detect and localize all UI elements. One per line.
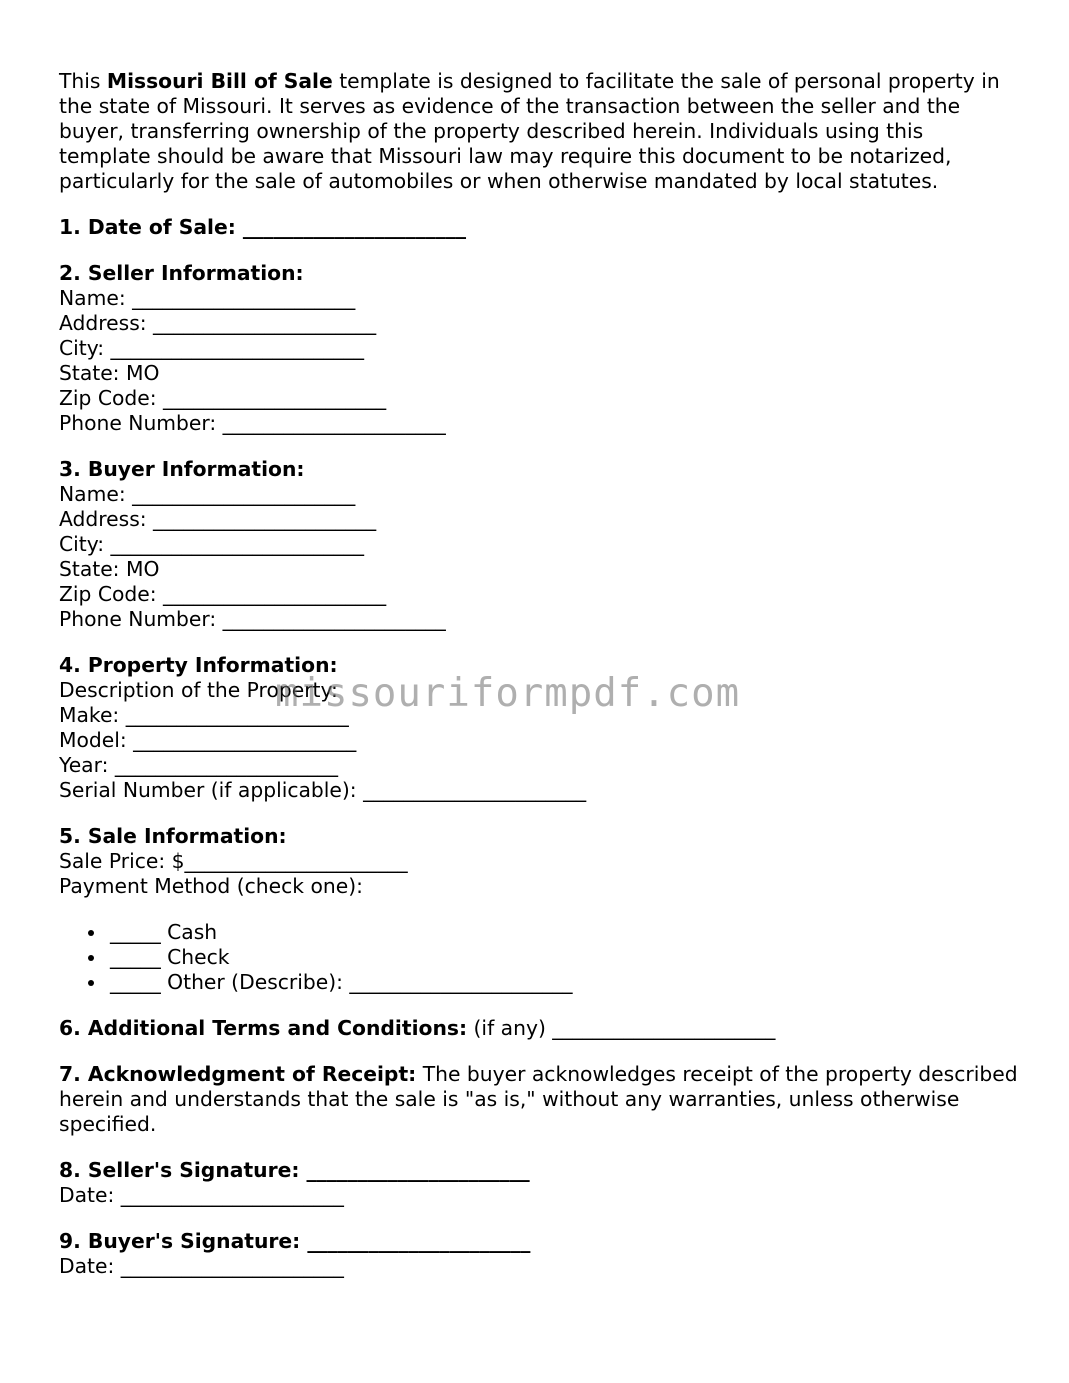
- seller-state: State: MO: [59, 361, 160, 385]
- seller-address-field[interactable]: Address: ______________________: [59, 311, 377, 335]
- buyer-heading: 3. Buyer Information:: [59, 457, 305, 481]
- seller-city-field[interactable]: City: _________________________: [59, 336, 365, 360]
- buyer-state: State: MO: [59, 557, 160, 581]
- buyer-address-field[interactable]: Address: ______________________: [59, 507, 377, 531]
- seller-section: [59, 261, 1019, 436]
- seller-name-field[interactable]: Name: ______________________: [59, 286, 356, 310]
- seller-signature-section: [59, 1158, 1019, 1208]
- watermark: missouriformpdf.com: [275, 671, 741, 716]
- payment-options-list: [59, 920, 1019, 995]
- document-title: Missouri Bill of Sale: [106, 69, 333, 93]
- buyer-city-field[interactable]: City: _________________________: [59, 532, 365, 556]
- buyer-signature-section: [59, 1229, 1019, 1279]
- acknowledgment-section: [59, 1062, 1019, 1137]
- intro-paragraph: This Missouri Bill of Sale template is designed to facilitate the sale of personal property in the state of Missouri. It serves as evidence of the transaction between the seller and the buyer, transferring ownership of the property described herein. Individuals using this template should be aware that Missouri law may require this document to be notarized, particularly for the sale of automobiles or when otherwise mandated by local statutes.: [59, 69, 1000, 193]
- seller-signature-line: 8. Seller's Signature: ______________________: [59, 1158, 530, 1182]
- seller-heading: 2. Seller Information:: [59, 261, 304, 285]
- additional-terms-field[interactable]: (if any) ______________________: [467, 1016, 776, 1040]
- property-year-field[interactable]: Year: ______________________: [59, 753, 338, 777]
- buyer-signature-date-field[interactable]: Date: ______________________: [59, 1254, 344, 1278]
- payment-option-cash[interactable]: _____ Cash: [84, 920, 1019, 945]
- property-description-label: Description of the Property:: [59, 678, 338, 702]
- date-of-sale-section: [59, 215, 1019, 240]
- property-heading: 4. Property Information:: [59, 653, 338, 677]
- buyer-signature-field[interactable]: ______________________: [300, 1229, 531, 1253]
- additional-terms-section: [59, 1016, 1019, 1041]
- buyer-name-field[interactable]: Name: ______________________: [59, 482, 356, 506]
- property-model-field[interactable]: Model: ______________________: [59, 728, 357, 752]
- payment-option-other[interactable]: _____ Other (Describe): ______________________: [84, 970, 1019, 995]
- buyer-section: [59, 457, 1019, 632]
- property-make-field[interactable]: Make: ______________________: [59, 703, 349, 727]
- buyer-signature-line: 9. Buyer's Signature: ______________________: [59, 1229, 531, 1253]
- sale-price-field[interactable]: Sale Price: $______________________: [59, 849, 408, 873]
- buyer-zip-field[interactable]: Zip Code: ______________________: [59, 582, 387, 606]
- payment-method-label: Payment Method (check one):: [59, 874, 363, 898]
- additional-terms-line: 6. Additional Terms and Conditions: (if any) ______________________: [59, 1016, 776, 1040]
- buyer-phone-field[interactable]: Phone Number: ______________________: [59, 607, 446, 631]
- sale-heading: 5. Sale Information:: [59, 824, 287, 848]
- date-of-sale-line: 1. Date of Sale: ______________________: [59, 215, 466, 239]
- payment-option-check[interactable]: _____ Check: [84, 945, 1019, 970]
- seller-zip-field[interactable]: Zip Code: ______________________: [59, 386, 387, 410]
- property-serial-field[interactable]: Serial Number (if applicable): ______________________: [59, 778, 587, 802]
- date-of-sale-field[interactable]: ______________________: [235, 215, 466, 239]
- sale-section: [59, 824, 1019, 995]
- acknowledgment-paragraph: 7. Acknowledgment of Receipt: The buyer acknowledges receipt of the property described herein and understands that the sale is "as is," without any warranties, unless otherwise specified.: [59, 1062, 1018, 1136]
- seller-signature-date-field[interactable]: Date: ______________________: [59, 1183, 344, 1207]
- seller-phone-field[interactable]: Phone Number: ______________________: [59, 411, 446, 435]
- seller-signature-field[interactable]: ______________________: [299, 1158, 530, 1182]
